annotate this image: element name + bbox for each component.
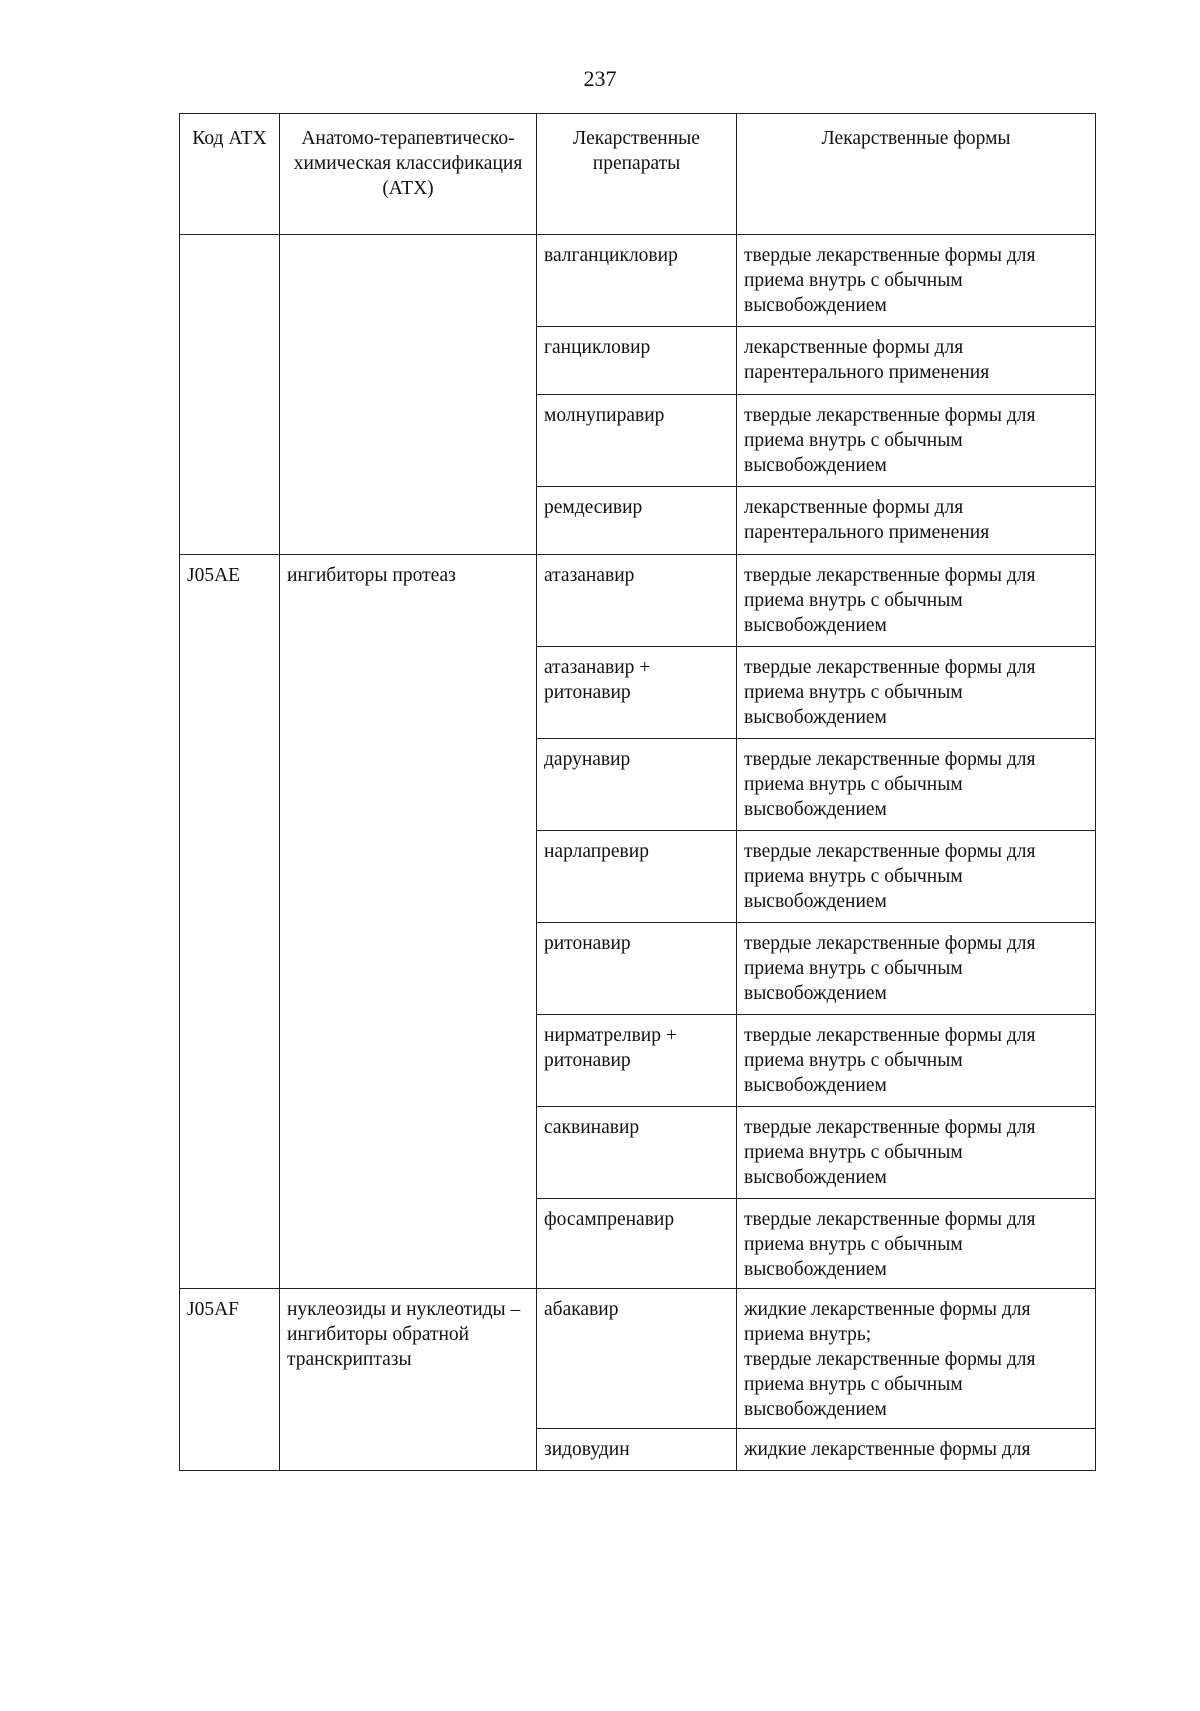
drug-name-cell: ганцикловир [537,327,737,395]
drug-name-cell: ритонавир [537,923,737,1015]
drug-name-cell: ремдесивир [537,487,737,555]
atx-code-cell [180,235,280,555]
table-row [180,235,1096,327]
drug-name-cell: абакавир [537,1289,737,1429]
dosage-forms-cell [737,487,1096,555]
dosage-forms-cell [737,923,1096,1015]
header-code: Код АТХ [180,114,280,235]
atx-drug-table [179,113,1096,1471]
dosage-form-text: твердые лекарственные формы для приема внутрь с обычным высвобождением [744,245,1036,316]
dosage-form-text: твердые лекарственные формы для приема внутрь с обычным высвобождением [744,933,1036,1004]
dosage-form-text: твердые лекарственные формы для приема внутрь с обычным высвобождением [744,1349,1036,1420]
drug-name-cell: молнупиравир [537,395,737,487]
atx-classification-cell: ингибиторы протеаз [280,555,537,1289]
drug-name-cell: валганцикловир [537,235,737,327]
table-row [180,1289,1096,1429]
header-drugs: Лекарственные препараты [537,114,737,235]
dosage-forms-cell [737,395,1096,487]
dosage-forms-cell [737,1107,1096,1199]
drug-name-cell: атазанавир + ритонавир [537,647,737,739]
dosage-forms-cell [737,1289,1096,1429]
dosage-forms-cell [737,1199,1096,1289]
dosage-forms-cell [737,831,1096,923]
dosage-forms-cell [737,1429,1096,1471]
dosage-form-text: твердые лекарственные формы для приема внутрь с обычным высвобождением [744,749,1036,820]
drug-name-cell: атазанавир [537,555,737,647]
drug-name-cell: дарунавир [537,739,737,831]
drug-name-cell: нарлапревир [537,831,737,923]
dosage-form-text: твердые лекарственные формы для приема внутрь с обычным высвобождением [744,565,1036,636]
page-number: 237 [583,66,617,91]
atx-code-cell: J05AF [180,1289,280,1471]
dosage-form-text: твердые лекарственные формы для приема внутрь с обычным высвобождением [744,841,1036,912]
dosage-form-text: твердые лекарственные формы для приема внутрь с обычным высвобождением [744,1209,1036,1280]
table-body [180,235,1096,1471]
atx-code-cell: J05AE [180,555,280,1289]
dosage-forms-cell [737,739,1096,831]
header-classification: Анатомо-терапевтическо-химическая классификация (АТХ) [280,114,537,235]
atx-classification-cell: нуклеозиды и нуклеотиды – ингибиторы обратной транскриптазы [280,1289,537,1471]
drug-name-cell: нирматрелвир + ритонавир [537,1015,737,1107]
dosage-form-text: жидкие лекарственные формы для приема внутрь; [744,1299,1031,1345]
dosage-form-text: твердые лекарственные формы для приема внутрь с обычным высвобождением [744,1117,1036,1188]
drug-name-cell: саквинавир [537,1107,737,1199]
dosage-form-text: твердые лекарственные формы для приема внутрь с обычным высвобождением [744,1025,1036,1096]
dosage-forms-cell [737,235,1096,327]
dosage-form-text: жидкие лекарственные формы для [744,1439,1031,1460]
table-header-row [180,114,1096,235]
dosage-forms-cell [737,555,1096,647]
dosage-forms-cell [737,1015,1096,1107]
dosage-forms-cell [737,327,1096,395]
dosage-form-text: лекарственные формы для парентерального применения [744,497,990,543]
dosage-forms-cell [737,647,1096,739]
dosage-form-text: твердые лекарственные формы для приема внутрь с обычным высвобождением [744,405,1036,476]
drug-name-cell: фосампренавир [537,1199,737,1289]
dosage-form-text: лекарственные формы для парентерального применения [744,337,990,383]
table-row [180,555,1096,647]
header-forms: Лекарственные формы [737,114,1096,235]
atx-classification-cell [280,235,537,555]
dosage-form-text: твердые лекарственные формы для приема внутрь с обычным высвобождением [744,657,1036,728]
drug-name-cell: зидовудин [537,1429,737,1471]
